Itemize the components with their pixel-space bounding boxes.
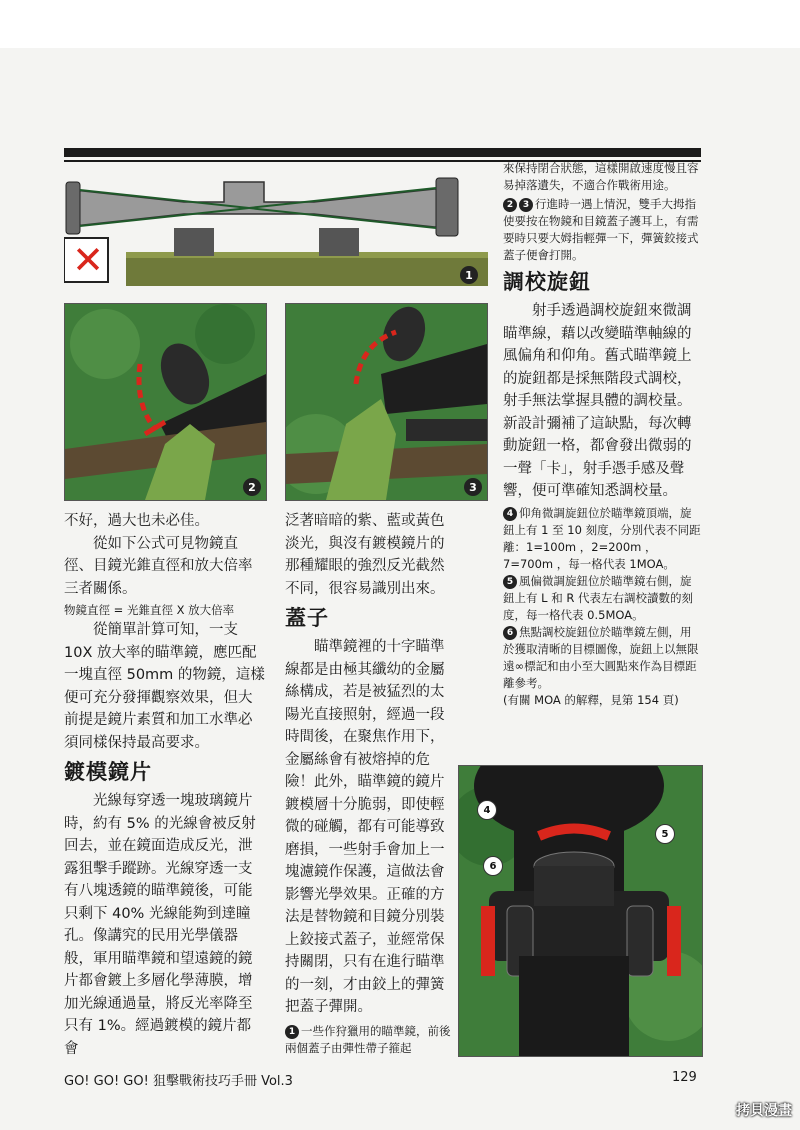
figure-turret-photo xyxy=(458,765,703,1057)
col2-paragraph-2: 瞄準鏡裡的十字瞄準線都是由極其纖幼的金屬絲構成，若是被猛烈的太陽光直接照射，經過一段時間後，在聚焦作用下，金屬絲會有被熔掉的危險！此外，瞄準鏡的鏡片鍍模層十分脆弱，即使輕微的碰觸，都有可能導致磨損，一些射手會加上一塊濾鏡作保護，這做法會影響光學效果。正確的方法是替物鏡和目鏡分別裝上鉸接式蓋子，並經常保持關閉，只有在進行瞄準的一刻，才由鉸上的彈簧把蓋子彈開。 xyxy=(285,639,445,1015)
figure-1-number: 1 xyxy=(460,266,478,284)
note-1-number: 1 xyxy=(285,1025,299,1039)
heading-lens-cap: 蓋子 xyxy=(285,606,329,630)
note-2-number: 2 xyxy=(503,198,517,212)
note-3-number: 3 xyxy=(519,198,533,212)
figure-3-number: 3 xyxy=(464,478,482,496)
callout-4: 4 xyxy=(477,800,497,820)
col2-paragraph-1: 泛著暗暗的紫、藍或黃色淡光，與沒有鍍模鏡片的那種耀眼的強烈反光截然不同，很容易識別出來。 xyxy=(285,513,445,597)
col3-note-1-continued: 來保持閉合狀態，這樣開啟速度慢且容易掉落遺失，不適合作戰術用途。 xyxy=(503,161,699,192)
column-1 xyxy=(64,510,265,1060)
figure-3-photo xyxy=(285,303,488,501)
figure-1-scope-illustration xyxy=(64,166,488,290)
column-3 xyxy=(503,160,701,709)
figure-2-drawing xyxy=(65,304,266,500)
col1-paragraph-1: 不好，過大也未必佳。 xyxy=(64,513,209,529)
note-6-number: 6 xyxy=(503,626,517,640)
figure-2-number: 2 xyxy=(243,478,261,496)
footer-page-number: 129 xyxy=(672,1070,697,1085)
scope-drawing xyxy=(64,166,488,290)
heading-adjustment-knob: 調校旋鈕 xyxy=(503,270,591,294)
col1-paragraph-4: 光線每穿透一塊玻璃鏡片時，約有 5% 的光線會被反射回去，並在鏡面造成反光，泄露狙擊手蹤跡。光線穿透一支有八塊透鏡的瞄準鏡後，可能只剩下 40% 光線能夠到達瞳孔。像講究的民用光學儀器般，軍用瞄準鏡和望遠鏡的鏡片都會鍍上多層化學薄膜，增加光線通過量，將反光率降至只有 1%。經過鍍模的鏡片都會 xyxy=(64,793,256,1057)
heading-coated-lens: 鍍模鏡片 xyxy=(64,760,152,784)
watermark: 拷貝漫畫 xyxy=(736,1103,792,1119)
col3-paragraph-2: 射手透過調校旋鈕來微調瞄準線，藉以改變瞄準軸線的風偏角和仰角。舊式瞄準鏡上的旋鈕都是採無階段式調校，射手無法掌握具體的調校量。新設計彌補了這缺點，每次轉動旋鈕一格，都會發出微弱的一聲「卡」，射手憑手感及聲響，便可準確知悉調校量。 xyxy=(503,303,692,499)
wrong-mark-icon: ✕ xyxy=(72,238,104,282)
col1-paragraph-3: 從簡單計算可知，一支10X 放大率的瞄準鏡，應匹配一塊直徑 50mm 的物鏡，這樣便可充分發揮觀察效果，但大前提是鏡片素質和加工水準必須同樣保持最高要求。 xyxy=(64,622,265,751)
col3-note-5 xyxy=(503,573,701,624)
callout-5: 5 xyxy=(655,824,675,844)
figure-3-drawing xyxy=(286,304,487,500)
note-1-text: 一些作狩獵用的瞄準鏡，前後兩個蓋子由彈性帶子箍起 xyxy=(285,1023,451,1055)
callout-6: 6 xyxy=(483,856,503,876)
col1-paragraph-2: 從如下公式可見物鏡直徑、目鏡光錐直徑和放大倍率三者關係。 xyxy=(64,535,253,597)
col2-note-1 xyxy=(285,1023,452,1057)
note-5-text: 風偏微調旋鈕位於瞄準鏡右側，旋鈕上有 L 和 R 代表左右調校讀數的刻度，每一格代表 0.5MOA。 xyxy=(503,573,694,622)
header-rule-thick xyxy=(64,148,701,157)
note-5-number: 5 xyxy=(503,575,517,589)
note-4-text: 仰角微調旋鈕位於瞄準鏡頂端，旋鈕上有 1 至 10 刻度，分別代表不同距離：1=100m ，2=200m ，7=700m ，每一格代表 1MOA。 xyxy=(503,505,701,571)
figure-2-photo xyxy=(64,303,267,501)
col3-note-6 xyxy=(503,624,701,692)
col3-note-4 xyxy=(503,505,701,573)
note-4-number: 4 xyxy=(503,507,517,521)
col1-formula: 物鏡直徑 = 光錐直徑 X 放大倍率 xyxy=(64,603,235,617)
page-top-margin xyxy=(0,0,800,48)
col3-moa-reference: (有關 MOA 的解釋，見第 154 頁) xyxy=(503,692,679,707)
col3-note-2-3 xyxy=(503,196,701,264)
note-6-text: 焦點調校旋鈕位於瞄準鏡左側，用於獲取清晰的目標圖像，旋鈕上以無限遠∞標記和由小至大圓點來作為目標距離參考。 xyxy=(503,624,699,690)
footer-book-title: GO! GO! GO! 狙擊戰術技巧手冊 Vol.3 xyxy=(64,1074,293,1089)
column-2 xyxy=(285,510,452,1057)
note-2-3-text: 行進時一遇上情況，雙手大拇指使要按在物鏡和目鏡蓋子護耳上，有需要時只要大姆指輕彈一下，彈簧鉸接式蓋子便會打開。 xyxy=(503,197,699,262)
